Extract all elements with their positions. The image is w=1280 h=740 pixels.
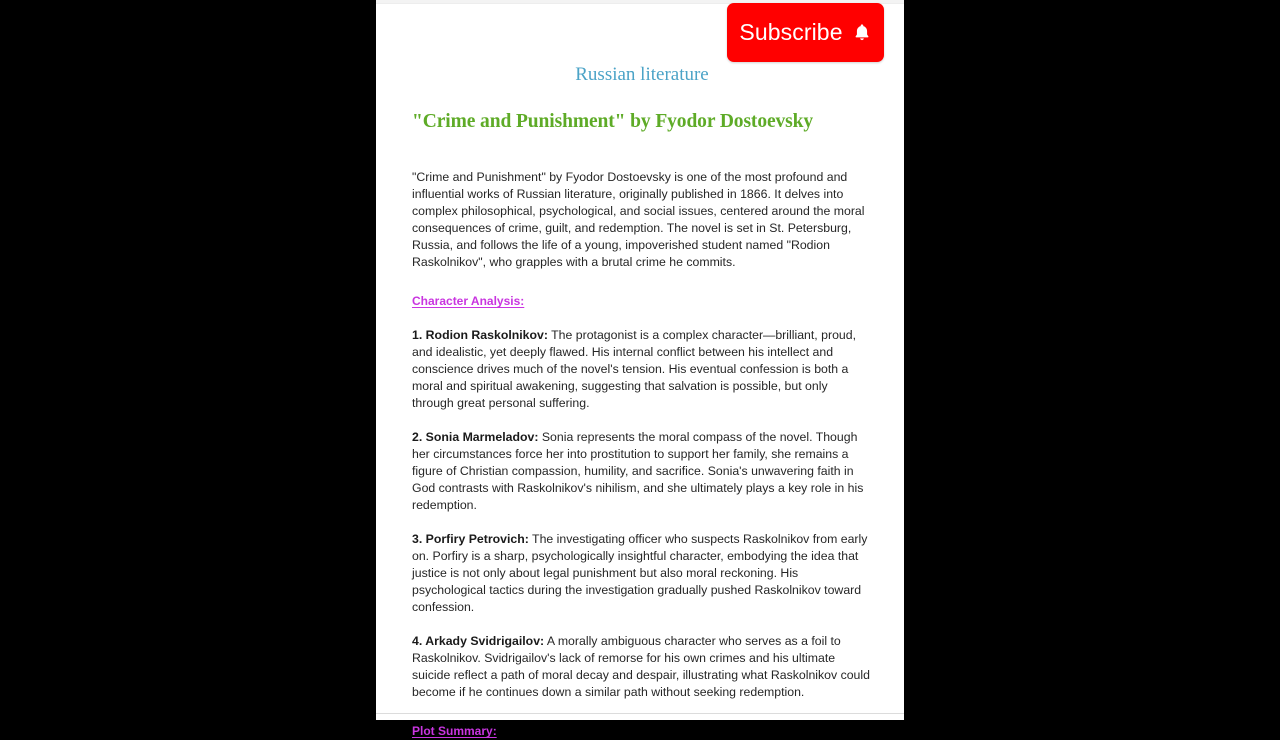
- page-bottom-divider: [376, 713, 904, 714]
- character-name: 3. Porfiry Petrovich:: [412, 532, 529, 547]
- subscribe-button-label: Subscribe: [739, 19, 843, 45]
- character-entry: [412, 327, 872, 412]
- character-name: 2. Sonia Marmeladov:: [412, 430, 539, 445]
- intro-paragraph: "Crime and Punishment" by Fyodor Dostoevsky is one of the most profound and influential works of Russian literature, originally published in 1866. It delves into complex philosophical, psychological, and social issues, centered around the moral consequences of crime, guilt, and redemption. The novel is set in St. Petersburg, Russia, and follows the life of a young, impoverished student named "Rodion Raskolnikov", who grapples with a brutal crime he commits.: [412, 170, 865, 270]
- bell-icon: [852, 22, 872, 44]
- character-analysis-link[interactable]: Character Analysis:: [412, 294, 525, 309]
- character-entry: [412, 429, 872, 514]
- character-entry: [412, 531, 872, 616]
- character-description: A morally ambiguous character who serves as a foil to Raskolnikov. Svidrigailov's lack of remorse for his own crimes and his ultimate suicide reflect a path of moral decay and despair, illustrating what Raskolnikov could become if he continues down a similar path without seeking redemption.: [412, 634, 870, 700]
- character-description: Sonia represents the moral compass of the novel. Though her circumstances force her into prostitution to support her family, she remains a figure of Christian compassion, humility, and sacrifice. Sonia's unwavering faith in God contrasts with Raskolnikov's nihilism, and she ultimately plays a key role in his redemption.: [412, 430, 864, 513]
- character-entry: [412, 633, 872, 701]
- subscribe-button[interactable]: [727, 3, 884, 62]
- character-description: The protagonist is a complex character—brilliant, proud, and idealistic, yet deeply flawed. His internal conflict between his intellect and conscience drives much of the novel's tension. His eventual confession is both a moral and spiritual awakening, suggesting that salvation is possible, but only through great personal suffering.: [412, 328, 856, 411]
- character-description: The investigating officer who suspects Raskolnikov from early on. Porfiry is a sharp, psychologically insightful character, embodying the idea that justice is not only about legal punishment but also moral reckoning. His psychological tactics during the investigation gradually pushed Raskolnikov toward confession.: [412, 532, 868, 615]
- article-content: [376, 0, 904, 740]
- document-page: [376, 0, 904, 739]
- page-title: "Crime and Punishment" by Fyodor Dostoevsky: [412, 110, 814, 132]
- character-name: 4. Arkady Svidrigailov:: [412, 634, 545, 649]
- plot-summary-link[interactable]: Plot Summary:: [412, 724, 497, 739]
- article-kicker: Russian literature: [575, 64, 709, 85]
- character-name: 1. Rodion Raskolnikov:: [412, 328, 548, 343]
